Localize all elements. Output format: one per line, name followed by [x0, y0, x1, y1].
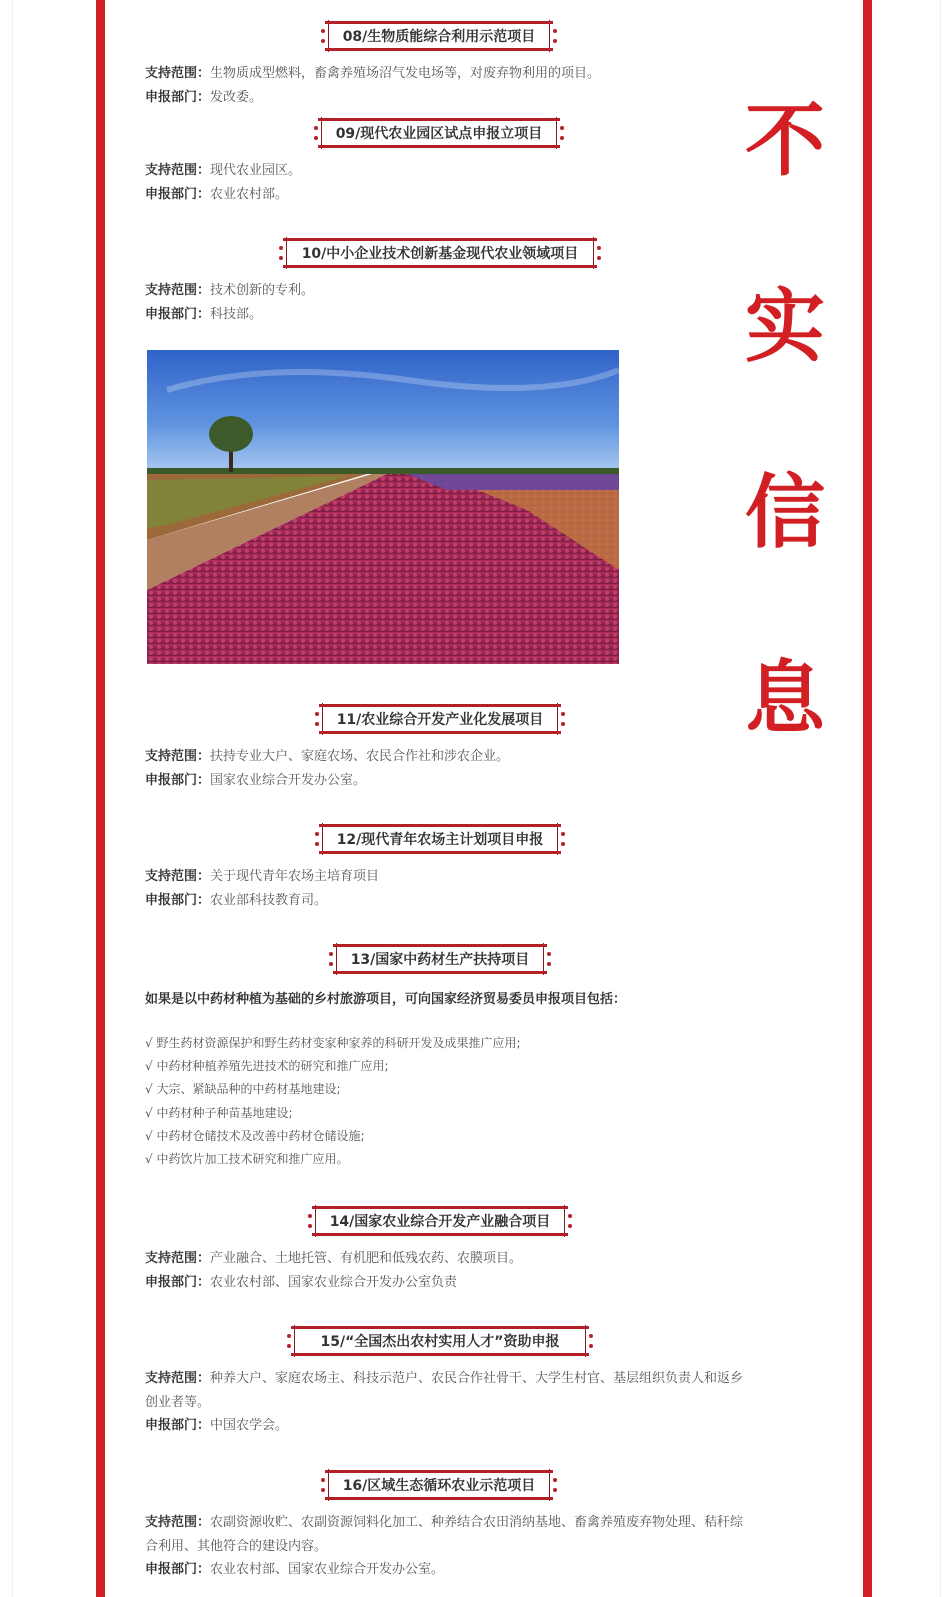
- section-heading-text: 14/国家农业综合开发产业融合项目: [329, 1214, 551, 1230]
- section-body: [145, 865, 745, 912]
- dept-label: 申报部门：: [145, 892, 211, 908]
- scope-text: 现代农业园区。: [210, 163, 302, 178]
- scope-text: 关于现代青年农场主培育项目: [210, 869, 380, 884]
- dept-label: 申报部门：: [145, 1274, 211, 1290]
- scope-label: 支持范围：: [145, 869, 211, 884]
- section-body: [145, 1247, 745, 1294]
- section-heading-text: 12/现代青年农场主计划项目申报: [336, 832, 544, 848]
- section-body: [145, 1367, 745, 1438]
- dept-text: 国家农业综合开发办公室。: [210, 772, 367, 788]
- flower-field-photo: [147, 350, 619, 664]
- dept-label: 申报部门：: [145, 1562, 211, 1577]
- section-heading-text: 15/“全国杰出农村实用人才”资助申报: [320, 1334, 560, 1350]
- dept-text: 发改委。: [210, 89, 263, 105]
- scope-label: 支持范围：: [145, 283, 211, 298]
- scope-label: 支持范围：: [145, 66, 211, 81]
- red-border-left: [96, 0, 105, 1597]
- dept-label: 申报部门：: [145, 772, 211, 788]
- section-intro: 如果是以中药材种植为基础的乡村旅游项目，可向国家经济贸易委员申报项目包括：: [145, 992, 627, 1007]
- side-title-char: 息: [745, 652, 825, 745]
- list-item: √ 中药材种子种苗基地建设;: [145, 1105, 293, 1120]
- section-heading-text: 11/农业综合开发产业化发展项目: [336, 712, 544, 728]
- dept-text: 农业部科技教育司。: [210, 892, 328, 908]
- section-heading-text: 09/现代农业园区试点申报立项目: [335, 126, 543, 142]
- side-title-char: 实: [745, 280, 825, 373]
- section-body: [145, 1511, 745, 1582]
- list-item: √ 中药材仓储技术及改善中药材仓储设施;: [145, 1128, 365, 1143]
- dept-text: 农业农村部、国家农业综合开发办公室负责: [210, 1274, 458, 1290]
- dept-label: 申报部门：: [145, 306, 211, 322]
- scope-label: 支持范围：: [145, 749, 211, 764]
- scope-label: 支持范围：: [145, 163, 211, 178]
- page-edge-left: [12, 0, 13, 1597]
- section-body: [145, 62, 745, 109]
- list-item: √ 中药饮片加工技术研究和推广应用。: [145, 1152, 349, 1167]
- list-item: √ 野生药材资源保护和野生药材变家种家养的科研开发及成果推广应用;: [145, 1036, 521, 1050]
- section-heading: [326, 943, 554, 975]
- section-heading: [318, 1469, 560, 1501]
- scope-text: 产业融合、土地托管、有机肥和低残农药、农膜项目。: [210, 1251, 523, 1266]
- section-heading-text: 08/生物质能综合利用示范项目: [342, 29, 536, 45]
- section-body: [145, 745, 745, 792]
- vertical-side-title: [740, 96, 830, 840]
- section-heading: [318, 20, 560, 52]
- side-title-char: 不: [745, 94, 825, 187]
- section-heading: [311, 117, 567, 149]
- scope-text: 种养大户、家庭农场主、科技示范户、农民合作社骨干、大学生村官、基层组织负责人和返乡创业者等。: [145, 1371, 744, 1410]
- scope-text: 生物质成型燃料，畜禽养殖场沼气发电场等，对废弃物利用的项目。: [210, 66, 601, 81]
- scope-text: 扶持专业大户、家庭农场、农民合作社和涉农企业。: [210, 749, 510, 764]
- dept-label: 申报部门：: [145, 186, 211, 202]
- list-item: √ 中药材种植养殖先进技术的研究和推广应用;: [145, 1059, 389, 1074]
- page-edge-right: [940, 0, 941, 1597]
- scope-label: 支持范围：: [145, 1251, 211, 1266]
- section-body: [145, 279, 745, 326]
- bullet-list: [145, 1032, 745, 1171]
- section-heading-text: 10/中小企业技术创新基金现代农业领域项目: [301, 246, 579, 262]
- section-heading: [284, 1325, 596, 1357]
- scope-text: 农副资源收贮、农副资源饲料化加工、种养结合农田消纳基地、畜禽养殖废弃物处理、秸秆综合利用、其他符合的建设内容。: [145, 1515, 744, 1554]
- section-heading: [276, 237, 604, 269]
- section-heading: [312, 703, 568, 735]
- section-heading: [305, 1205, 575, 1237]
- dept-text: 农业农村部。: [210, 186, 289, 202]
- scope-text: 技术创新的专利。: [210, 283, 315, 298]
- section-heading: [312, 823, 568, 855]
- red-border-right: [863, 0, 872, 1597]
- side-title-char: 信: [745, 466, 825, 559]
- section-heading-text: 13/国家中药材生产扶持项目: [350, 952, 530, 968]
- scope-label: 支持范围：: [145, 1371, 211, 1386]
- dept-label: 申报部门：: [145, 1418, 211, 1433]
- scope-label: 支持范围：: [145, 1515, 211, 1530]
- dept-label: 申报部门：: [145, 89, 211, 105]
- dept-text: 科技部。: [210, 306, 263, 322]
- dept-text: 农业农村部、国家农业综合开发办公室。: [210, 1562, 445, 1577]
- list-item: √ 大宗、紧缺品种的中药材基地建设;: [145, 1082, 341, 1097]
- section-body: [145, 159, 745, 206]
- dept-text: 中国农学会。: [210, 1418, 289, 1433]
- section-heading-text: 16/区域生态循环农业示范项目: [342, 1478, 536, 1494]
